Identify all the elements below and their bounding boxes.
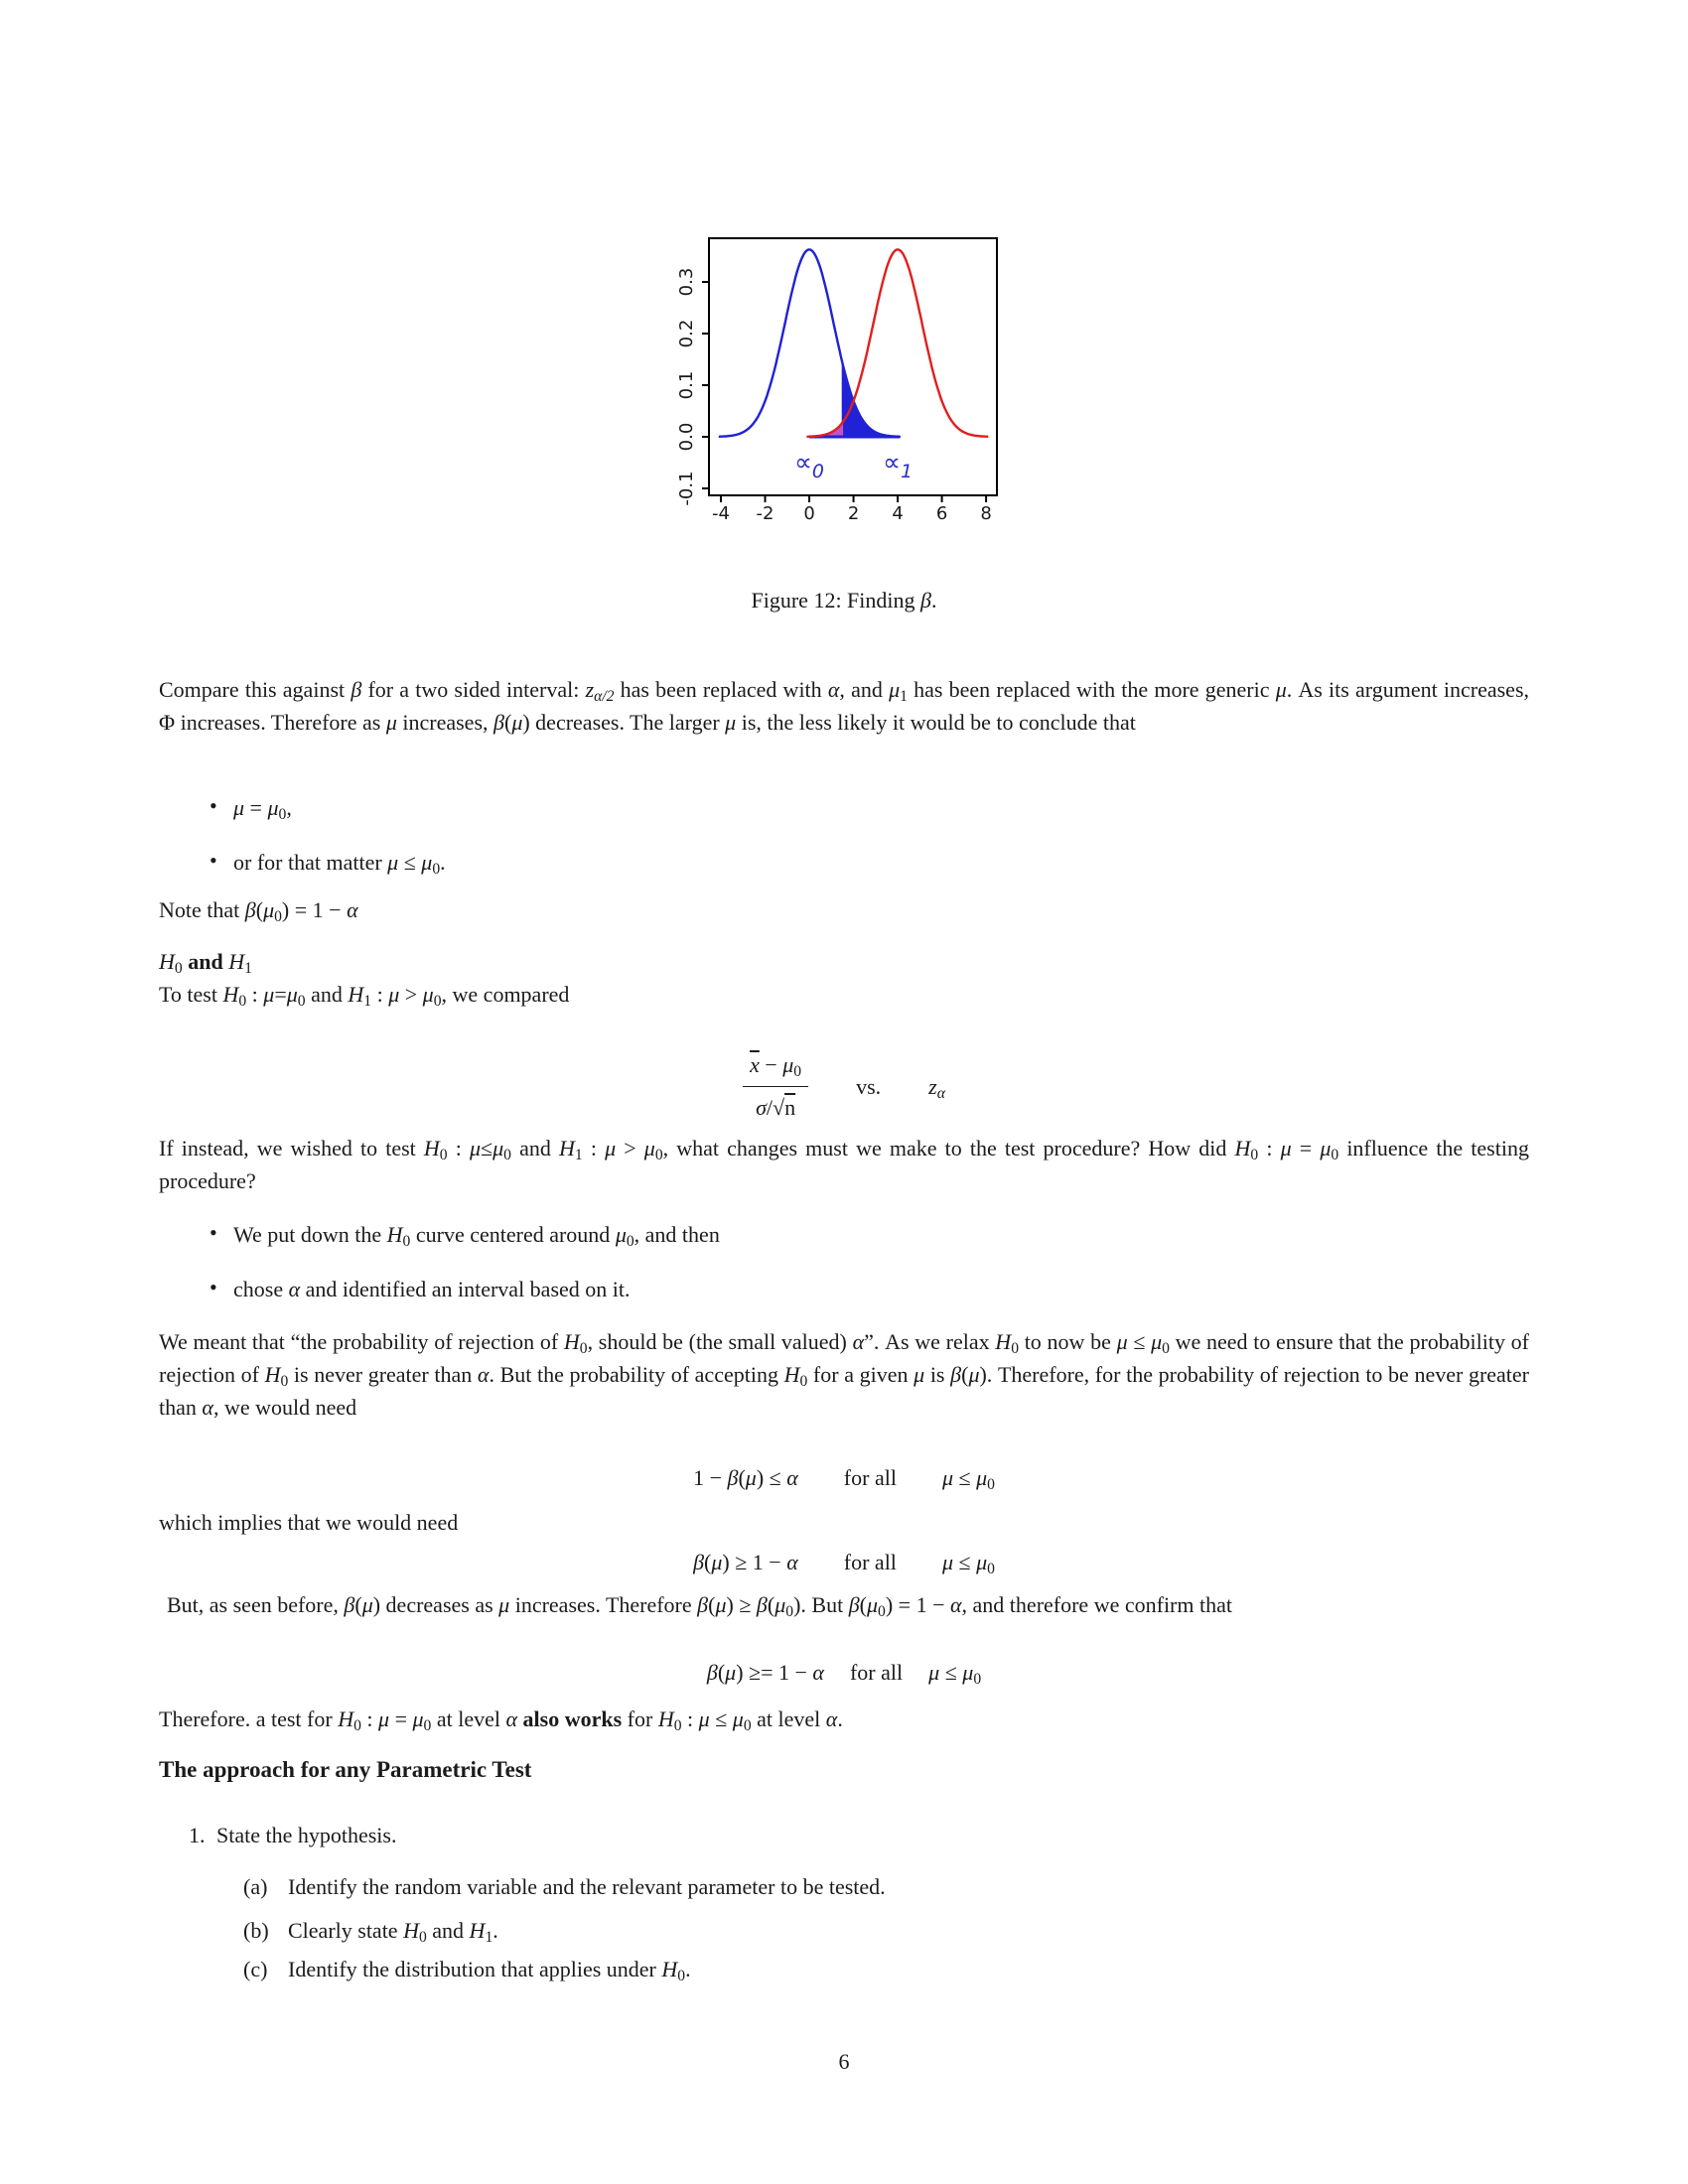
item-letter: (b)	[243, 1918, 269, 1943]
text-segment: 0	[743, 1716, 752, 1734]
text-segment: μ	[782, 1052, 794, 1077]
x-tick-label: 4	[892, 503, 904, 524]
text-segment: μ	[421, 850, 433, 875]
text-segment: H	[228, 949, 245, 974]
text-segment: ≤	[481, 1136, 493, 1160]
text-segment: α	[825, 1706, 838, 1731]
text-segment: 0	[238, 992, 247, 1010]
text-segment: μ	[732, 1706, 744, 1731]
text-segment: for all	[843, 1465, 897, 1490]
text-segment: :	[447, 1136, 470, 1160]
text-segment: ) ≥= 1 −	[736, 1660, 813, 1685]
text-segment: H	[657, 1706, 674, 1731]
text-segment: H	[264, 1362, 281, 1387]
text-segment: 0	[439, 1146, 448, 1163]
text-segment: :	[371, 982, 389, 1007]
text-segment: μ	[715, 1592, 727, 1617]
text-segment: 0	[793, 1062, 802, 1080]
para-therefore-test	[159, 1703, 1529, 1735]
text-segment: and	[305, 982, 349, 1007]
text-segment: μ	[385, 710, 397, 735]
text-segment: ). Therefore, for the probability of rejection to be never greater than	[159, 1362, 1530, 1420]
text-segment: ≤	[952, 1550, 977, 1574]
para-but-as-seen	[159, 1588, 1529, 1621]
text-segment: :	[582, 1136, 606, 1160]
text-segment: μ	[698, 1706, 710, 1731]
text-segment: to now be	[1019, 1329, 1117, 1354]
text-segment: ) decreases as	[372, 1592, 499, 1617]
text-segment: H	[159, 949, 175, 974]
text-segment: μ	[889, 677, 901, 702]
item-number: 1.	[189, 1823, 206, 1847]
text-segment: (	[717, 1660, 726, 1685]
text-segment: ) ≤	[756, 1465, 787, 1490]
text-segment: .	[440, 850, 446, 875]
text-segment: μ	[774, 1592, 786, 1617]
text-segment: =	[389, 1706, 413, 1731]
text-segment: $\overline{x}$	[750, 1052, 760, 1077]
text-segment: 0	[579, 1339, 588, 1357]
text-segment: μ	[492, 1136, 504, 1160]
text-segment: 0	[799, 1372, 808, 1390]
bullet-put-down-h0-curve	[159, 1218, 1529, 1251]
text-segment: 0	[280, 1372, 289, 1390]
x-tick-label: 0	[803, 503, 815, 524]
text-segment: −	[759, 1052, 783, 1077]
text-segment: Identify the distribution that applies under	[288, 1957, 662, 1981]
text-segment: β	[756, 1592, 768, 1617]
text-segment: μ	[388, 982, 400, 1007]
text-segment: μ	[263, 982, 275, 1007]
text-segment: , and	[839, 677, 890, 702]
text-segment: , and therefore we confirm that	[961, 1592, 1232, 1617]
text-segment: We put down the	[233, 1222, 387, 1247]
text-segment: 1	[363, 992, 372, 1010]
text-segment: μ	[725, 710, 737, 735]
x-tick-label: -2	[756, 503, 774, 524]
text-segment: 0	[1162, 1339, 1170, 1357]
para-we-meant	[159, 1325, 1529, 1424]
text-segment: at level	[431, 1706, 506, 1731]
text-segment: ≤	[1127, 1329, 1152, 1354]
text-segment: H	[558, 1136, 575, 1160]
text-segment: μ	[387, 850, 399, 875]
text-segment: ) ≥	[726, 1592, 757, 1617]
text-segment: μ	[361, 1592, 373, 1617]
text-segment: (	[354, 1592, 362, 1617]
list-item-1c	[159, 1953, 1529, 1985]
alpha-label-1: $\propto_1$	[883, 447, 914, 482]
text-segment: H	[995, 1329, 1012, 1354]
equation-test-statistic	[159, 1040, 1529, 1132]
text-segment: α	[852, 1329, 865, 1354]
text-segment: 0	[274, 907, 282, 925]
text-segment: μ	[962, 1660, 974, 1685]
text-segment: But, as seen before,	[167, 1592, 345, 1617]
text-segment: (	[708, 1592, 716, 1617]
text-segment: ) = 1 −	[885, 1592, 950, 1617]
text-segment: ,	[286, 795, 292, 820]
text-segment: If instead, we wished to test	[159, 1136, 424, 1160]
text-segment: β	[244, 897, 256, 922]
text-segment: 1	[574, 1146, 583, 1163]
text-segment: (	[704, 1550, 712, 1574]
y-tick-label: 0.2	[676, 319, 697, 348]
text-segment: ”. As we relax	[864, 1329, 996, 1354]
text-segment: , and then	[633, 1222, 720, 1247]
text-segment: and	[182, 949, 229, 974]
text-segment: 1	[244, 959, 252, 977]
text-segment: we need to ensure that the probability of rejection of	[159, 1329, 1530, 1387]
text-segment: α	[812, 1660, 824, 1685]
text-segment: 0	[987, 1560, 995, 1577]
text-segment: 0	[423, 1716, 432, 1734]
text-segment: :	[1258, 1136, 1281, 1160]
text-segment: μ	[1151, 1329, 1163, 1354]
text-segment: μ	[711, 1550, 723, 1574]
text-segment: 0	[402, 1232, 411, 1250]
text-segment: for a two sided interval:	[361, 677, 586, 702]
text-segment: 0	[654, 1146, 663, 1163]
x-tick-label: 6	[935, 503, 948, 524]
plot-frame	[709, 238, 997, 495]
text-segment: α	[786, 1550, 798, 1574]
text-segment: and	[426, 1918, 470, 1943]
para-if-instead	[159, 1132, 1529, 1197]
item-text	[216, 1823, 396, 1847]
text-segment: 0	[1250, 1146, 1259, 1163]
text-segment: H	[222, 982, 239, 1007]
text-segment: is never greater than	[288, 1362, 478, 1387]
text-segment: μ	[745, 1465, 757, 1490]
text-segment: . But the probability of accepting	[489, 1362, 784, 1387]
text-segment: has been replaced with the more generic	[907, 677, 1276, 702]
text-segment: State the hypothesis.	[216, 1823, 397, 1847]
text-segment: ≤	[939, 1660, 963, 1685]
bullet-text	[233, 795, 292, 823]
text-segment: α	[202, 1395, 213, 1420]
text-segment: H	[338, 1706, 354, 1731]
text-segment: H	[386, 1222, 403, 1247]
text-segment: Clearly state	[288, 1918, 404, 1943]
text-segment: Identify the random variable and the relevant parameter to be tested.	[288, 1874, 886, 1899]
text-segment: >	[616, 1136, 644, 1160]
fraction-denominator	[756, 1087, 795, 1124]
text-segment: for all	[849, 1660, 904, 1685]
text-segment: α	[949, 1592, 962, 1617]
text-segment: 0	[418, 1928, 427, 1946]
text-segment: , we compared	[441, 982, 570, 1007]
text-segment: 0	[174, 959, 183, 977]
curve-H1-density	[807, 249, 989, 436]
text-segment: and	[510, 1136, 559, 1160]
text-segment: 0	[503, 1146, 511, 1163]
text-segment: (	[859, 1592, 867, 1617]
text-segment: (	[255, 897, 264, 922]
text-segment: .	[930, 588, 937, 613]
item-text	[288, 1918, 498, 1946]
text-segment: β	[697, 1592, 709, 1617]
text-segment: μ	[233, 795, 245, 820]
text-segment: 0	[677, 1967, 686, 1984]
text-segment: also works	[522, 1706, 623, 1731]
text-segment: =	[244, 795, 268, 820]
text-segment: α	[827, 677, 840, 702]
text-segment: 0	[987, 1475, 995, 1493]
text-segment: μ	[976, 1550, 988, 1574]
text-segment: μ	[469, 1136, 482, 1160]
bullet-text	[233, 1277, 631, 1301]
text-segment: for	[622, 1706, 658, 1731]
text-segment: ≤	[953, 1465, 977, 1490]
text-segment: Figure 12: Finding	[751, 588, 921, 613]
text-segment: (	[767, 1592, 775, 1617]
text-segment: z	[928, 1073, 937, 1099]
text-segment: H	[563, 1329, 580, 1354]
text-segment: H	[783, 1362, 800, 1387]
text-segment: H	[403, 1918, 419, 1943]
para-compare-against-beta	[159, 673, 1529, 739]
text-segment: β	[706, 1660, 718, 1685]
text-segment: Note that	[159, 897, 245, 922]
text-segment: .	[837, 1706, 843, 1731]
text-segment: H	[348, 982, 364, 1007]
text-segment: 0	[626, 1232, 634, 1250]
text-segment: σ	[756, 1095, 767, 1120]
bullet-icon: •	[210, 848, 217, 873]
text-segment: , what changes must we make to the test procedure? How did	[662, 1136, 1235, 1160]
text-segment: μ	[725, 1660, 737, 1685]
text-segment: H	[1234, 1136, 1251, 1160]
x-tick-label: -4	[712, 503, 730, 524]
para-to-test	[159, 978, 1529, 1011]
bullet-text	[233, 850, 446, 878]
text-segment: 1 −	[693, 1465, 728, 1490]
text-segment: (	[738, 1465, 746, 1490]
text-segment: H	[661, 1957, 678, 1981]
text-segment: μ	[1320, 1136, 1332, 1160]
text-segment: is, the less likely it would be to conclude that	[736, 710, 1136, 735]
text-segment: μ	[941, 1550, 953, 1574]
section-heading-parametric-test	[159, 1753, 1529, 1786]
figure-caption	[159, 584, 1529, 616]
text-segment: , we would need	[212, 1395, 357, 1420]
fraction	[743, 1048, 808, 1124]
fraction-numerator	[743, 1048, 808, 1087]
bullet-text	[233, 1222, 720, 1250]
text-segment: α	[347, 897, 358, 922]
text-segment: μ	[914, 1362, 925, 1387]
item-letter: (c)	[243, 1957, 268, 1981]
text-segment: α	[288, 1277, 301, 1301]
text-segment: z	[585, 677, 595, 702]
text-segment: ≤	[709, 1706, 733, 1731]
text-segment: >	[399, 982, 423, 1007]
text-segment: 0	[278, 805, 287, 823]
text-segment: 0	[433, 992, 442, 1010]
text-segment: increases. Therefore	[509, 1592, 698, 1617]
text-segment: β	[344, 1592, 355, 1617]
text-segment: (	[503, 710, 512, 735]
text-segment: Compare this against	[159, 677, 352, 702]
text-segment: 1	[485, 1928, 493, 1946]
bullet-mu-equals-mu0	[159, 791, 1529, 824]
figure-12-plot	[635, 223, 1023, 531]
text-segment: =	[1291, 1136, 1321, 1160]
text-segment: μ	[422, 982, 434, 1007]
text-segment: and identified an interval based on it.	[300, 1277, 631, 1301]
text-segment: β	[848, 1592, 860, 1617]
text-segment: 1	[900, 687, 908, 705]
text-segment: μ	[378, 1706, 390, 1731]
text-segment: μ	[928, 1660, 940, 1685]
text-segment: β	[693, 1550, 705, 1574]
text-segment: α	[477, 1362, 490, 1387]
item-letter: (a)	[243, 1874, 268, 1899]
text-segment: is	[924, 1362, 951, 1387]
text-segment: 0	[1011, 1339, 1019, 1357]
para-which-implies	[159, 1506, 1529, 1539]
text-segment: :	[360, 1706, 379, 1731]
text-segment: for a given	[807, 1362, 914, 1387]
y-tick-label: 0.0	[676, 422, 697, 452]
x-tick-label: 8	[980, 503, 992, 524]
text-segment: (	[961, 1362, 969, 1387]
text-segment: 0	[973, 1670, 982, 1688]
bullet-icon: •	[210, 1275, 217, 1299]
text-segment: ) decreases. The larger	[522, 710, 726, 735]
text-segment: , should be (the small valued)	[587, 1329, 853, 1354]
para-note-beta-mu0	[159, 893, 1529, 926]
vs-label: vs.	[856, 1073, 882, 1099]
text-segment: μ	[1116, 1329, 1128, 1354]
text-segment: H	[423, 1136, 440, 1160]
text-segment: or for that matter	[233, 850, 388, 875]
text-segment: .	[492, 1918, 498, 1943]
bullet-chose-alpha	[159, 1273, 1529, 1305]
text-segment: μ	[263, 897, 275, 922]
text-segment: which implies that we would need	[159, 1510, 459, 1535]
text-segment: 0	[878, 1602, 886, 1620]
text-segment: β	[727, 1465, 739, 1490]
text-segment: chose	[233, 1277, 289, 1301]
text-segment: H	[469, 1918, 486, 1943]
text-segment: . As its argument increases, Φ increases. Therefore as	[159, 677, 1530, 735]
text-segment: ≤	[398, 850, 422, 875]
text-segment: μ	[498, 1592, 510, 1617]
text-segment: .	[685, 1957, 691, 1981]
list-item-1a	[159, 1870, 1529, 1903]
text-segment: ). But	[793, 1592, 849, 1617]
text-segment: The approach for any Parametric Test	[159, 1757, 532, 1782]
shaded-region-0	[842, 363, 900, 437]
text-segment: for all	[843, 1550, 897, 1574]
equation-beta-geq	[159, 1546, 1529, 1578]
text-segment: has been replaced with	[614, 677, 828, 702]
y-tick-label: -0.1	[676, 471, 697, 506]
text-segment: We meant that “the probability of rejection of	[159, 1329, 564, 1354]
text-segment: μ	[941, 1465, 953, 1490]
item-text	[288, 1957, 691, 1984]
text-segment: μ	[286, 982, 298, 1007]
bullet-icon: •	[210, 793, 217, 818]
text-segment: μ	[412, 1706, 424, 1731]
text-segment: Therefore. a test for	[159, 1706, 339, 1731]
text-segment: μ	[511, 710, 523, 735]
text-segment: 0	[673, 1716, 682, 1734]
text-segment: /√	[766, 1095, 785, 1120]
text-segment: μ	[1280, 1136, 1292, 1160]
text-segment: :	[246, 982, 264, 1007]
text-segment: α	[505, 1706, 518, 1731]
text-segment: α	[786, 1465, 798, 1490]
text-segment: μ	[605, 1136, 617, 1160]
z-alpha	[928, 1070, 945, 1103]
curve-H0-density	[719, 249, 901, 436]
text-segment: 0	[297, 992, 306, 1010]
subheading-h0-and-h1	[159, 945, 1529, 978]
text-segment: To test	[159, 982, 223, 1007]
equation-one-minus-beta	[159, 1461, 1529, 1494]
text-segment: β	[351, 677, 362, 702]
bullet-or-that-matter	[159, 846, 1529, 879]
text-segment: β	[950, 1362, 962, 1387]
item-text	[288, 1874, 886, 1899]
text-segment: at level	[751, 1706, 826, 1731]
text-segment: =	[274, 982, 287, 1007]
text-segment: α/2	[594, 687, 615, 705]
y-tick-label: 0.1	[676, 370, 697, 400]
y-tick-label: 0.3	[676, 267, 697, 297]
text-segment: :	[681, 1706, 699, 1731]
text-segment: increases,	[396, 710, 494, 735]
text-segment: μ	[968, 1362, 980, 1387]
text-segment: 0	[785, 1602, 794, 1620]
text-segment: n	[784, 1095, 796, 1120]
text-segment: μ	[976, 1465, 988, 1490]
text-segment: curve centered around	[410, 1222, 616, 1247]
text-segment: 0	[353, 1716, 361, 1734]
bullet-icon: •	[210, 1220, 217, 1245]
text-segment: ) = 1 −	[281, 897, 348, 922]
page-number: 6	[838, 2049, 850, 2074]
text-segment: μ	[1275, 677, 1287, 702]
alpha-label-0: $\propto_0$	[794, 447, 825, 482]
text-segment: μ	[615, 1222, 627, 1247]
text-segment: μ	[866, 1592, 879, 1617]
equation-beta-geq-confirm	[159, 1656, 1529, 1689]
text-segment: β	[920, 588, 931, 613]
list-item-1b	[159, 1914, 1529, 1947]
text-segment: μ	[267, 795, 279, 820]
text-segment: μ	[643, 1136, 655, 1160]
text-segment: β	[493, 710, 504, 735]
x-tick-label: 2	[847, 503, 860, 524]
text-segment: α	[936, 1084, 945, 1102]
list-item-1	[159, 1819, 1529, 1851]
text-segment: 0	[1331, 1146, 1339, 1163]
text-segment: 0	[432, 860, 441, 878]
text-segment: ) ≥ 1 −	[722, 1550, 787, 1574]
text-segment: influence the testing procedure?	[159, 1136, 1529, 1193]
